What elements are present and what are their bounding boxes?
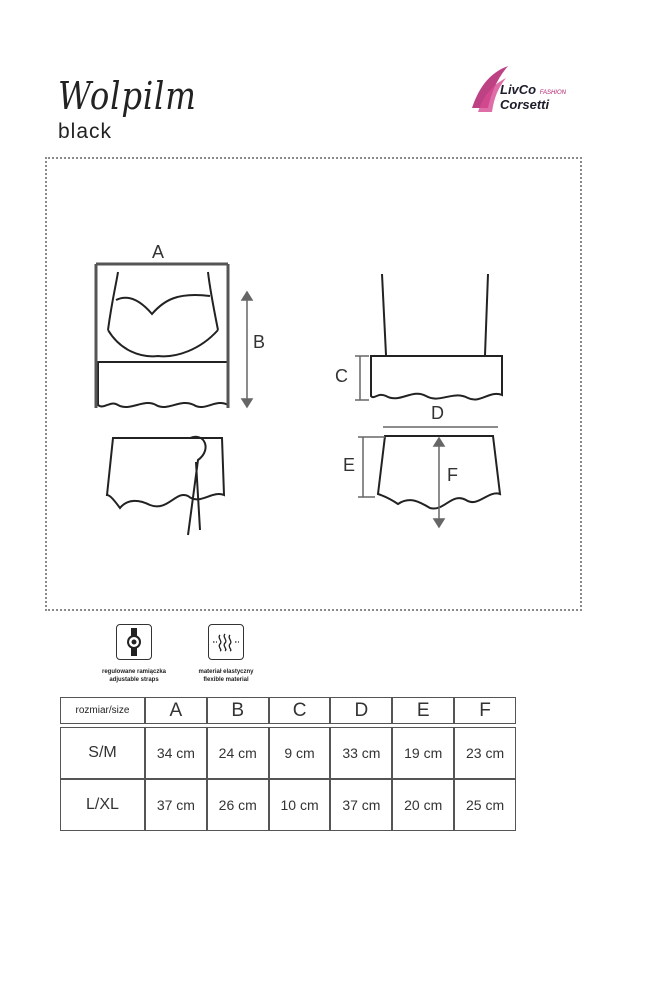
size-col-c: C — [269, 697, 331, 724]
dim-label-a: A — [152, 242, 165, 262]
dim-label-d: D — [431, 403, 444, 423]
size-table-header — [60, 697, 516, 724]
brand-name: LivCo FASHION Corsetti — [500, 82, 566, 112]
table-cell: 24 cm — [207, 727, 269, 779]
product-color: black — [58, 120, 113, 143]
size-name: S/M — [60, 727, 145, 779]
feature-label-en: flexible material — [203, 677, 249, 683]
size-header-label: rozmiar/size — [60, 697, 145, 724]
dim-label-b: B — [253, 332, 266, 352]
front-shorts-tie — [188, 437, 206, 535]
table-cell: 9 cm — [269, 727, 331, 779]
table-cell: 33 cm — [330, 727, 392, 779]
table-cell: 25 cm — [454, 779, 516, 831]
feature-label-pl: regulowane ramiączka — [101, 669, 167, 675]
table-row — [60, 779, 516, 831]
size-name: L/XL — [60, 779, 145, 831]
front-bra-band — [98, 362, 228, 407]
size-col-d: D — [330, 697, 392, 724]
elastic-material-icon — [208, 624, 244, 660]
size-col-f: F — [454, 697, 516, 724]
table-cell: 19 cm — [392, 727, 454, 779]
product-name: Wolpilm — [58, 74, 197, 118]
table-cell: 26 cm — [207, 779, 269, 831]
table-cell: 34 cm — [145, 727, 207, 779]
front-bra-cups — [108, 272, 218, 356]
feature-label-en: adjustable straps — [109, 677, 159, 683]
feature-flexible-material — [171, 624, 281, 684]
table-cell: 37 cm — [330, 779, 392, 831]
table-cell: 37 cm — [145, 779, 207, 831]
feature-label-pl: materiał elastyczny — [198, 669, 254, 675]
size-col-e: E — [392, 697, 454, 724]
back-bra-band — [371, 356, 502, 400]
adjustable-strap-icon — [116, 624, 152, 660]
size-table — [60, 697, 516, 831]
size-col-a: A — [145, 697, 207, 724]
table-cell: 10 cm — [269, 779, 331, 831]
table-cell: 20 cm — [392, 779, 454, 831]
table-row — [60, 727, 516, 779]
dim-label-f: F — [447, 465, 458, 485]
back-bra-straps — [382, 274, 488, 355]
dim-label-c: C — [335, 366, 348, 386]
size-col-b: B — [207, 697, 269, 724]
dim-label-e: E — [343, 455, 356, 475]
table-cell: 23 cm — [454, 727, 516, 779]
